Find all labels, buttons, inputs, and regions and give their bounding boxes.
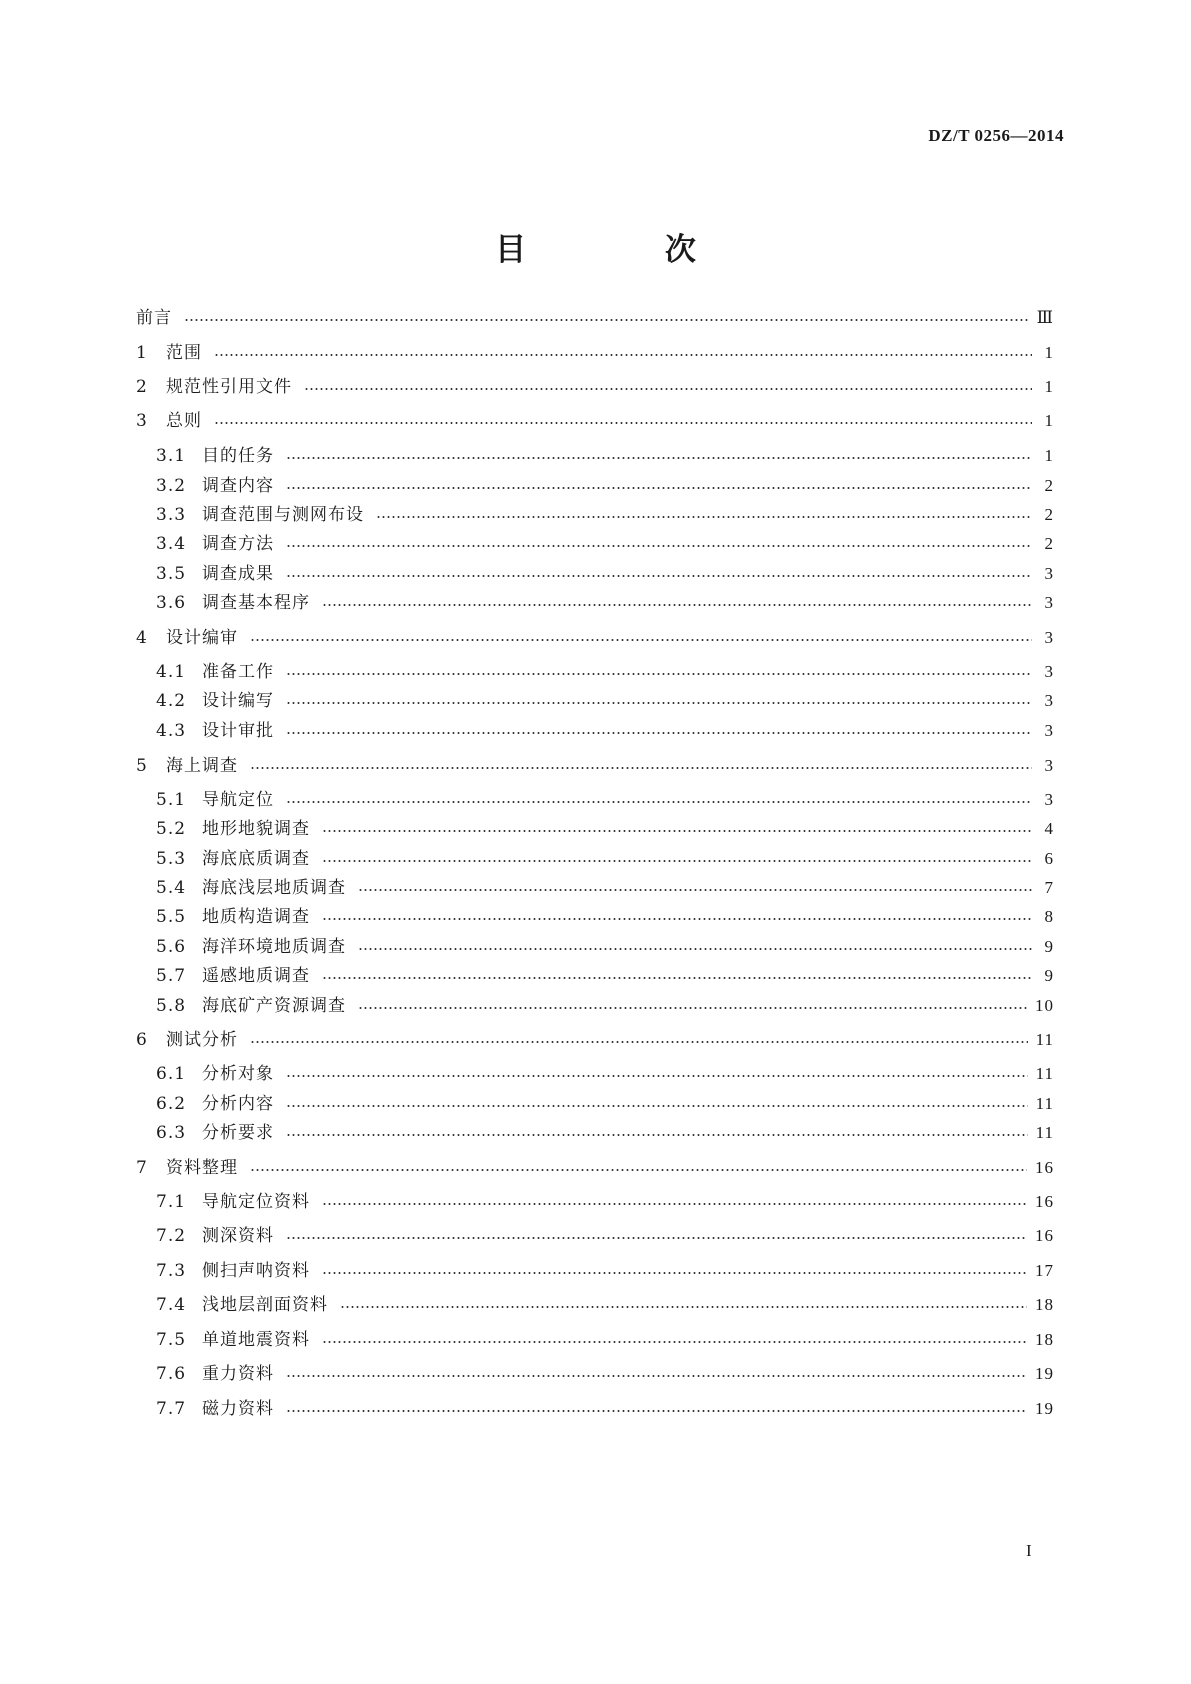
toc-entry-page: 3 (1044, 756, 1054, 775)
toc-entry-page: 3 (1044, 593, 1054, 612)
toc-entry-page: 3 (1044, 721, 1054, 740)
dot-leader (250, 639, 1032, 641)
dot-leader (304, 388, 1032, 390)
toc-entry-number: 5.3 (156, 849, 187, 869)
toc-entry[interactable] (136, 1291, 1054, 1319)
toc-entry-page: 19 (1035, 1399, 1054, 1418)
toc-entry-number: 6 (136, 1030, 148, 1050)
toc-entry[interactable] (136, 933, 1054, 961)
toc-entry[interactable] (136, 1119, 1054, 1147)
dot-leader (286, 1134, 1028, 1136)
toc-entry[interactable] (136, 1326, 1054, 1354)
toc-entry[interactable] (136, 373, 1054, 401)
dot-leader (286, 1237, 1027, 1239)
dot-leader (286, 1075, 1028, 1077)
toc-entry-title: 分析要求 (202, 1123, 274, 1143)
dot-leader (322, 1341, 1027, 1343)
toc-entry-page: 16 (1035, 1158, 1054, 1177)
toc-entry-title: 导航定位资料 (202, 1192, 310, 1212)
toc-entry[interactable] (136, 560, 1054, 588)
toc-entry-number: 4.2 (156, 691, 187, 711)
toc-entry-page: 1 (1044, 343, 1054, 362)
toc-entry[interactable] (136, 339, 1054, 367)
toc-entry-page: 3 (1044, 564, 1054, 583)
dot-leader (358, 1007, 1027, 1009)
toc-entry-number: 3.4 (156, 534, 187, 554)
toc-entry[interactable] (136, 786, 1054, 814)
toc-entry-number: 5.4 (156, 878, 187, 898)
toc-entry-title: 测试分析 (166, 1030, 238, 1050)
toc-entry-number: 7.5 (156, 1330, 187, 1350)
dot-leader (250, 1041, 1028, 1043)
toc-entry-page: 6 (1044, 849, 1054, 868)
toc-entry-title: 海上调查 (166, 756, 238, 776)
toc-entry-page: 19 (1035, 1364, 1054, 1383)
toc-entry-page: 1 (1044, 446, 1054, 465)
toc-entry[interactable] (136, 472, 1054, 500)
toc-entry-number: 7.2 (156, 1226, 187, 1246)
toc-entry-number: 7.7 (156, 1399, 187, 1419)
dot-leader (358, 948, 1032, 950)
dot-leader (184, 319, 1029, 321)
toc-entry-number: 3.6 (156, 593, 187, 613)
toc-entry-number: 5.7 (156, 966, 187, 986)
standard-code: DZ/T 0256—2014 (928, 126, 1064, 145)
toc-entry[interactable] (136, 589, 1054, 617)
page-title: 目 次 (495, 232, 760, 268)
toc-entry[interactable] (136, 992, 1054, 1020)
toc-entry-title: 准备工作 (202, 662, 274, 682)
toc-entry-page: 9 (1044, 966, 1054, 985)
dot-leader (358, 889, 1032, 891)
toc-entry-page: 2 (1044, 476, 1054, 495)
dot-leader (322, 830, 1032, 832)
toc-entry[interactable] (136, 962, 1054, 990)
toc-entry[interactable] (136, 407, 1054, 435)
toc-entry-page: 8 (1044, 907, 1054, 926)
toc-entry[interactable] (136, 1257, 1054, 1285)
toc-entry[interactable] (136, 752, 1054, 780)
toc-entry-number: 6.1 (156, 1064, 187, 1084)
toc-entry-title: 调查范围与测网布设 (202, 505, 364, 525)
toc-entry-page: 7 (1044, 878, 1054, 897)
toc-entry-title: 浅地层剖面资料 (202, 1295, 328, 1315)
toc-entry-number: 5.2 (156, 819, 187, 839)
toc-entry-title: 设计编审 (166, 628, 238, 648)
toc-entry-number: 7.1 (156, 1192, 187, 1212)
toc-entry-page: 11 (1035, 1030, 1054, 1049)
toc-entry-number: 5.1 (156, 790, 187, 810)
toc-entry-page: 3 (1044, 628, 1054, 647)
toc-entry-number: 1 (136, 343, 148, 363)
dot-leader (322, 977, 1032, 979)
toc-entry-title: 侧扫声呐资料 (202, 1261, 310, 1281)
toc-entry-title: 海洋环境地质调查 (202, 937, 346, 957)
toc-entry-page: 3 (1044, 691, 1054, 710)
toc-entry-title: 分析对象 (202, 1064, 274, 1084)
toc-entry-page: 3 (1044, 790, 1054, 809)
page-number: I (1026, 1541, 1032, 1560)
toc-entry[interactable] (136, 874, 1054, 902)
toc-entry-title: 重力资料 (202, 1364, 274, 1384)
dot-leader (286, 732, 1032, 734)
toc-entry-number: 6.3 (156, 1123, 187, 1143)
toc-entry-title: 设计审批 (202, 721, 274, 741)
toc-entry-number: 5.5 (156, 907, 187, 927)
toc-entry[interactable] (136, 1222, 1054, 1250)
toc-entry-page: 11 (1035, 1094, 1054, 1113)
toc-entry-number: 5.6 (156, 937, 187, 957)
toc-entry-title: 分析内容 (202, 1094, 274, 1114)
toc-entry-title: 调查方法 (202, 534, 274, 554)
dot-leader (214, 354, 1032, 356)
toc-entry-number: 4 (136, 628, 148, 648)
toc-entry-title: 调查基本程序 (202, 593, 310, 613)
dot-leader (250, 767, 1032, 769)
toc-entry-title: 总则 (166, 411, 202, 431)
dot-leader (322, 918, 1032, 920)
toc-entry[interactable] (136, 304, 1054, 332)
toc-entry-title: 目的任务 (202, 446, 274, 466)
dot-leader (322, 1272, 1027, 1274)
toc-entry-title: 海底底质调查 (202, 849, 310, 869)
dot-leader (286, 801, 1032, 803)
toc-entry-page: 2 (1044, 505, 1054, 524)
toc-entry-number: 3.3 (156, 505, 187, 525)
toc-entry-number: 4.1 (156, 662, 187, 682)
toc-entry-number: 5.8 (156, 996, 187, 1016)
toc-entry-title: 规范性引用文件 (166, 377, 292, 397)
toc-entry-title: 磁力资料 (202, 1399, 274, 1419)
toc-entry-number: 7.3 (156, 1261, 187, 1281)
dot-leader (322, 1203, 1027, 1205)
toc-entry-number: 3.2 (156, 476, 187, 496)
toc-entry-page: 1 (1044, 377, 1054, 396)
toc-entry-page: 17 (1035, 1261, 1054, 1280)
toc-entry-title: 遥感地质调查 (202, 966, 310, 986)
toc-entry-title: 测深资料 (202, 1226, 274, 1246)
toc-entry[interactable] (136, 1090, 1054, 1118)
toc-entry-number: 7.4 (156, 1295, 187, 1315)
toc-entry-title: 资料整理 (166, 1158, 238, 1178)
toc-entry[interactable] (136, 1360, 1054, 1388)
toc-entry-number: 3 (136, 411, 148, 431)
toc-entry-title: 地形地貌调查 (202, 819, 310, 839)
toc-entry-number: 3.1 (156, 446, 187, 466)
dot-leader (286, 575, 1032, 577)
toc-entry-page: 16 (1035, 1226, 1054, 1245)
toc-entry-page: 18 (1035, 1295, 1054, 1314)
toc-entry-number: 3.5 (156, 564, 187, 584)
toc-entry-title: 调查成果 (202, 564, 274, 584)
toc-entry-page: 4 (1044, 819, 1054, 838)
toc-entry-title: 范围 (166, 343, 202, 363)
toc-entry-page: 3 (1044, 662, 1054, 681)
toc-entry[interactable] (136, 1154, 1054, 1182)
toc-entry[interactable] (136, 845, 1054, 873)
dot-leader (286, 545, 1032, 547)
dot-leader (322, 860, 1032, 862)
toc-entry[interactable] (136, 530, 1054, 558)
toc-entry-title: 设计编写 (202, 691, 274, 711)
toc-entry-title: 海底浅层地质调查 (202, 878, 346, 898)
dot-leader (286, 1410, 1027, 1412)
toc-entry[interactable] (136, 1188, 1054, 1216)
toc-entry-title: 导航定位 (202, 790, 274, 810)
toc-entry-title: 单道地震资料 (202, 1330, 310, 1350)
toc-entry[interactable] (136, 1060, 1054, 1088)
toc-entry[interactable] (136, 442, 1054, 470)
toc-entry[interactable] (136, 624, 1054, 652)
toc-entry-number: 2 (136, 377, 148, 397)
toc-entry[interactable] (136, 687, 1054, 715)
toc-entry-page: 10 (1035, 996, 1054, 1015)
dot-leader (286, 702, 1032, 704)
dot-leader (286, 673, 1032, 675)
toc-entry-title: 调查内容 (202, 476, 274, 496)
toc-entry-page: 1 (1044, 411, 1054, 430)
toc-entry[interactable] (136, 658, 1054, 686)
toc-entry-page: Ⅲ (1036, 308, 1054, 327)
toc-entry[interactable] (136, 815, 1054, 843)
toc-entry-title: 地质构造调查 (202, 907, 310, 927)
toc-entry-number: 7.6 (156, 1364, 187, 1384)
dot-leader (340, 1306, 1027, 1308)
toc-entry[interactable] (136, 903, 1054, 931)
toc-entry-number: 4.3 (156, 721, 187, 741)
dot-leader (250, 1169, 1027, 1171)
toc-entry[interactable] (136, 1026, 1054, 1054)
toc-entry-page: 16 (1035, 1192, 1054, 1211)
toc-entry-page: 18 (1035, 1330, 1054, 1349)
toc-entry-number: 6.2 (156, 1094, 187, 1114)
dot-leader (376, 516, 1032, 518)
toc-entry-page: 11 (1035, 1123, 1054, 1142)
dot-leader (286, 1375, 1027, 1377)
toc-entry-number: 5 (136, 756, 148, 776)
toc-entry[interactable] (136, 1395, 1054, 1423)
toc-entry-page: 2 (1044, 534, 1054, 553)
toc-entry-title: 海底矿产资源调查 (202, 996, 346, 1016)
toc-entry[interactable] (136, 501, 1054, 529)
table-of-contents (136, 0, 1054, 1684)
dot-leader (286, 457, 1032, 459)
toc-entry-page: 11 (1035, 1064, 1054, 1083)
toc-entry-number: 7 (136, 1158, 148, 1178)
dot-leader (286, 487, 1032, 489)
dot-leader (322, 604, 1032, 606)
dot-leader (286, 1105, 1028, 1107)
toc-entry[interactable] (136, 717, 1054, 745)
toc-entry-title: 前言 (136, 308, 172, 328)
dot-leader (214, 422, 1032, 424)
toc-entry-page: 9 (1044, 937, 1054, 956)
